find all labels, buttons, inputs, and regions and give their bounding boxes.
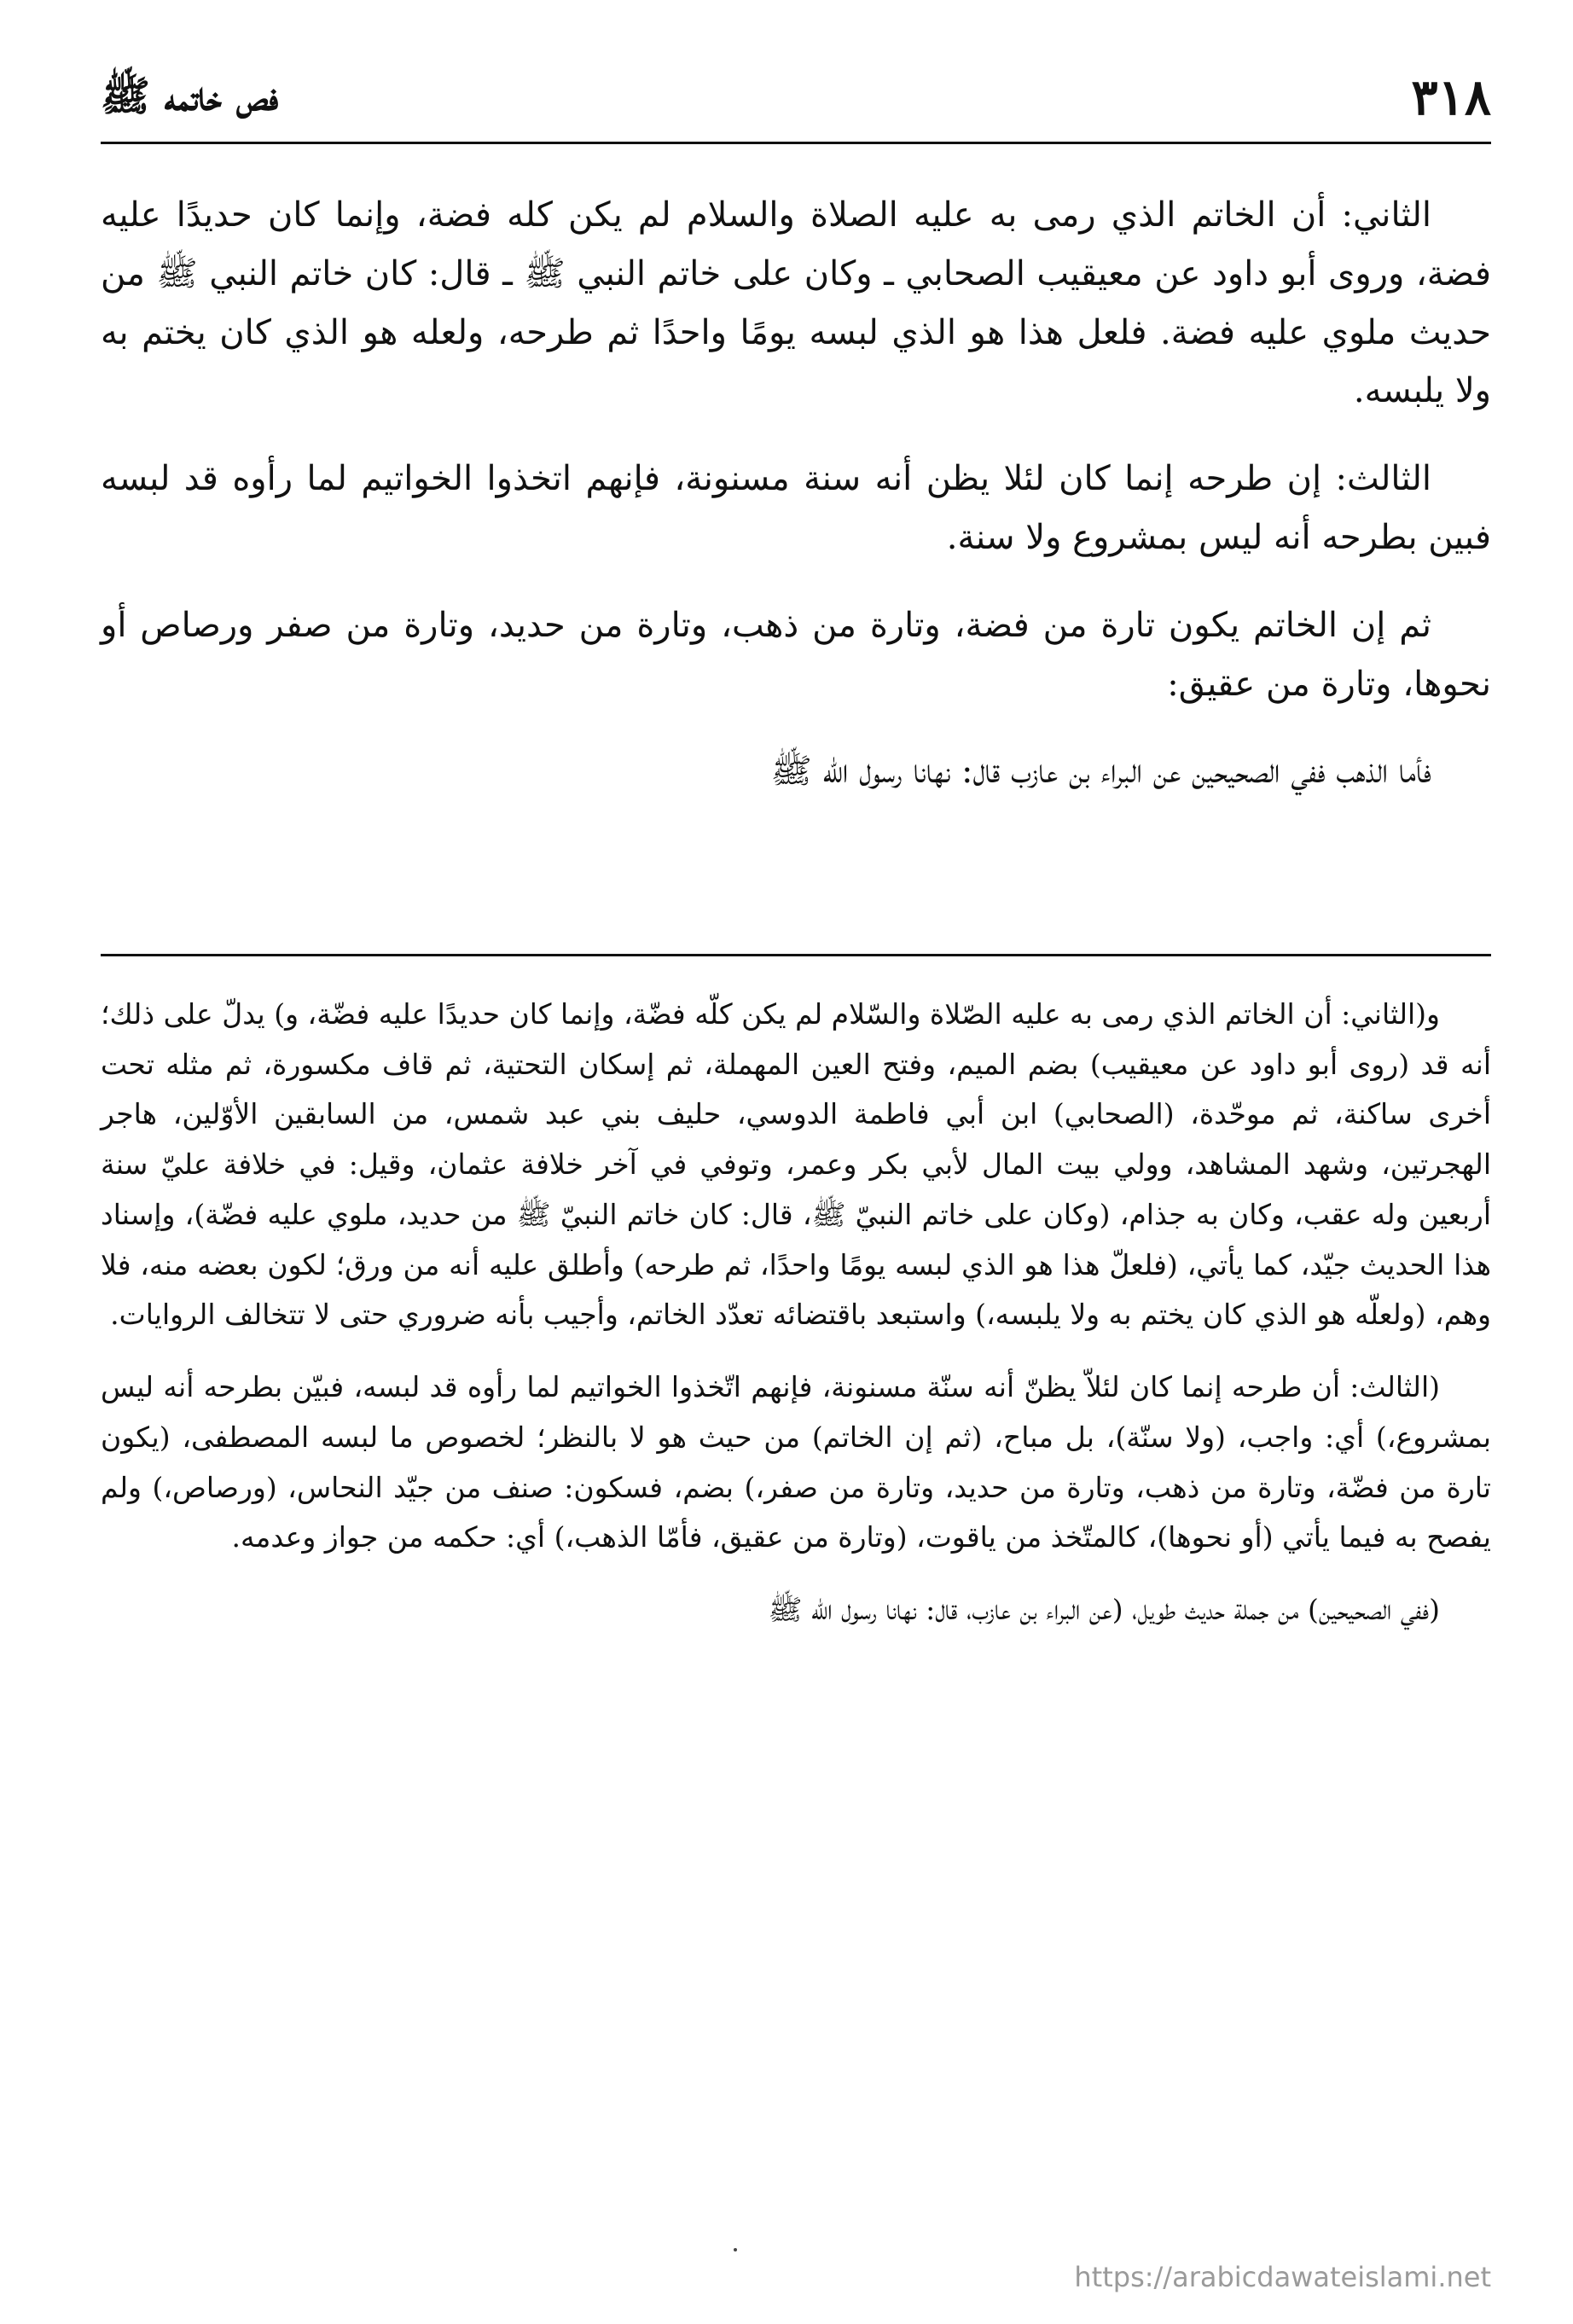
commentary-paragraph: (ففي الصحيحين) من جملة حديث طويل، (عن البراء بن عازب، قال: نهانا رسول الله ﷺ (768, 1593, 1440, 1627)
matn-paragraph: الثالث: إن طرحه إنما كان لئلا يظن أنه سنة مسنونة، فإنهم اتخذوا الخواتيم لما رأوه قد لبسه فبين بطرحه أنه ليس بمشروع ولا سنة. (101, 459, 1491, 557)
page-header (101, 60, 1491, 144)
matn-paragraph: الثاني: أن الخاتم الذي رمى به عليه الصلاة والسلام لم يكن كله فضة، وإنما كان حديدًا عليه فضة، وروى أبو داود عن معيقيب الصحابي ـ وكان على خاتم النبي ﷺ ـ قال: كان خاتم النبي ﷺ من حديث ملوي عليه فضة. فلعل هذا هو الذي لبسه يومًا واحدًا ثم طرحه، ولعله هو الذي كان يختم به ولا يلبسه. (101, 195, 1491, 411)
matn-paragraph: ثم إن الخاتم يكون تارة من فضة، وتارة من ذهب، وتارة من حديد، وتارة من صفر ورصاص أو نحوها، وتارة من عقيق: (101, 605, 1491, 704)
watermark-url: https://arabicdawateislami.net (1074, 2261, 1491, 2293)
scan-speck (734, 2248, 737, 2251)
page-number: ٣١٨ (1411, 68, 1491, 126)
section-divider (101, 954, 1491, 956)
main-text (101, 186, 1491, 801)
commentary-text (101, 990, 1491, 1636)
commentary-paragraph: و(الثاني: أن الخاتم الذي رمى به عليه الصّلاة والسّلام لم يكن كلّه فضّة، وإنما كان حديدًا عليه فضّة، و) يدلّ على ذلك؛ أنه قد (روى أبو داود عن معيقيب) بضم الميم، وفتح العين المهملة، ثم إسكان التحتية، ثم قاف مكسورة، ثم مثله تحت أخرى ساكنة، ثم موحّدة، (الصحابي) ابن أبي فاطمة الدوسي، حليف بني عبد شمس، من السابقين الأوّلين، هاجر الهجرتين، وشهد المشاهد، وولي بيت المال لأبي بكر وعمر، وتوفي في آخر خلافة عثمان، وقيل: في خلافة عليّ سنة أربعين وله عقب، وكان به جذام، (وكان على خاتم النبيّ ﷺ، قال: كان خاتم النبيّ ﷺ من حديد، ملوي عليه فضّة)، وإسناد هذا الحديث جيّد، كما يأتي، (فلعلّ هذا هو الذي لبسه يومًا واحدًا، ثم طرحه) وأطلق عليه أنه من ورق؛ لكون بعضه منه، فلا وهم، (ولعلّه هو الذي كان يختم به ولا يلبسه،) واستبعد باقتضائه تعدّد الخاتم، وأجيب بأنه ضروري حتى لا تتخالف الروايات. (101, 997, 1491, 1332)
commentary-paragraph: (الثالث: أن طرحه إنما كان لئلاّ يظنّ أنه سنّة مسنونة، فإنهم اتّخذوا الخواتيم لما رأوه قد لبسه، فبيّن بطرحه أنه ليس بمشروع،) أي: واجب، (ولا سنّة)، بل مباح، (ثم إن الخاتم) من حيث هو لا بالنظر؛ لخصوص ما لبسه المصطفى، (يكون تارة من فضّة، وتارة من ذهب، وتارة من حديد، وتارة من صفر،) بضم، فسكون: صنف من جيّد النحاس، (ورصاص،) ولم يفصح به فيما يأتي (أو نحوها)، كالمتّخذ من ياقوت، (وتارة من عقيق، فأمّا الذهب،) أي: حكمه من جواز وعدمه. (101, 1370, 1491, 1554)
running-title: فص خاتمه ﷺ (101, 73, 279, 120)
matn-paragraph: فأما الذهب ففي الصحيحين عن البراء بن عازب قال: نهانا رسول الله ﷺ (770, 752, 1431, 792)
